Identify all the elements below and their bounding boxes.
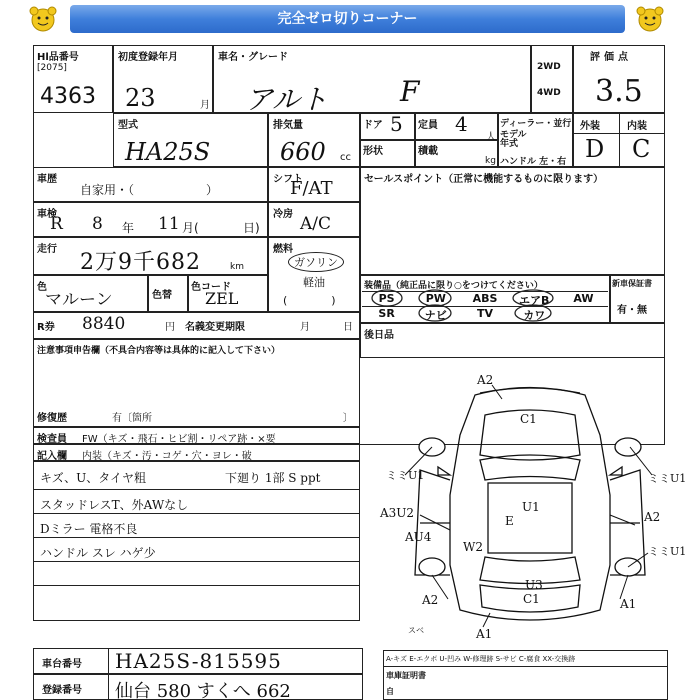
inspection-month: 11	[158, 214, 180, 234]
drive-cell	[531, 45, 573, 113]
entry-label: 記入欄	[37, 451, 67, 462]
mark-au4: AU4	[405, 530, 432, 544]
plate-label: 登録番号	[42, 685, 82, 696]
fuel-other: ( )	[283, 294, 336, 307]
mark-a2-bottom: A2	[422, 593, 439, 607]
plate-value: 仙台 580 すくへ 662	[115, 681, 291, 700]
mark-a3u2: A3U2	[380, 506, 415, 520]
usage-value: 自家用・（ ）	[80, 183, 219, 197]
sales-points-label: セールスポイント（正常に機能するものに限ります）	[364, 174, 604, 185]
inspection-era: R	[50, 214, 63, 234]
interior-grade: C	[632, 135, 651, 163]
recycle-label: R券	[37, 322, 55, 333]
mark-u1: U1	[522, 500, 540, 514]
load-label: 積載	[418, 146, 438, 157]
mascot-right-icon	[632, 6, 668, 34]
warranty-value: 有・無	[617, 305, 647, 316]
mark-mi-right2: ミミU1	[648, 545, 687, 558]
doors-value: 5	[390, 112, 403, 136]
shape-label: 形状	[363, 146, 383, 157]
interior-label: 内装	[627, 121, 647, 132]
inspection-year-unit: 年	[122, 221, 135, 235]
remark-2: 下廻り 1部 S ppt	[225, 471, 321, 485]
repair-value: 有〔箇所	[112, 413, 152, 424]
inspector-items: FW（キズ・飛石・ヒビ割・リペア跡・×要	[82, 434, 276, 445]
inspection-month-unit: 月(	[182, 221, 199, 235]
dealer-label: ディーラー・並行	[500, 119, 572, 129]
color-swap-label: 色替	[152, 290, 172, 301]
entry-items: 内装（キズ・汚・コゲ・穴・ヨレ・破	[82, 451, 252, 462]
displacement-unit: cc	[340, 152, 351, 163]
remark-5: ハンドル スレ ハゲ少	[40, 546, 156, 560]
meigi-month: 月	[300, 322, 310, 333]
inspector-label: 検査員	[37, 434, 67, 445]
seats-value: 4	[455, 112, 468, 136]
equip-abs: ABS	[472, 292, 498, 305]
remark-4: Dミラー 電格不良	[40, 522, 138, 536]
rating-value: 3.5	[595, 74, 643, 109]
seats-label: 定員	[418, 120, 438, 131]
car-name-value: アルト	[245, 83, 328, 116]
mark-a1-right: A1	[620, 597, 637, 611]
car-grade-value: F	[400, 75, 420, 108]
equip-sr: SR	[378, 307, 395, 320]
equipment-circles	[362, 289, 608, 323]
color-code-value: ZEL	[205, 289, 239, 308]
inspection-cell	[33, 202, 268, 237]
model-label: 型式	[118, 120, 138, 131]
mileage-unit: km	[230, 262, 244, 272]
lot-number: 4363	[40, 84, 96, 109]
equip-tv: TV	[476, 307, 494, 320]
equipment-label: 装備品（純正品に限り○をつけてください）	[364, 281, 543, 291]
mark-a1-bottom: A1	[476, 627, 493, 641]
equip-navi: ナビ	[424, 309, 447, 322]
mark-e: E	[505, 514, 514, 528]
aircon-value: A/C	[300, 214, 332, 234]
drive-4wd: 4WD	[537, 88, 561, 98]
color-value: マルーン	[45, 290, 113, 310]
doors-label: ドア	[363, 120, 383, 131]
drive-2wd: 2WD	[537, 62, 561, 72]
exterior-label: 外装	[580, 121, 600, 132]
mark-c1-bottom: C1	[523, 592, 540, 606]
inspection-label: 車検	[37, 209, 57, 220]
shift-value: F/AT	[290, 178, 333, 199]
mileage-value: 2万9千682	[80, 250, 201, 275]
rating-label: 評価点	[590, 52, 632, 63]
mark-mi-left: ミミU1	[386, 469, 425, 482]
first-reg-unit: 月	[200, 100, 210, 111]
aircon-label: 冷房	[273, 209, 293, 220]
mark-a2-right: A2	[644, 510, 661, 524]
warranty-label: 新車保証書	[612, 279, 652, 288]
first-reg-label: 初度登録年月	[118, 52, 178, 63]
seats-unit: 人	[486, 132, 496, 143]
repair-label: 修復歴	[37, 413, 67, 424]
repair-end: 〕	[343, 413, 353, 424]
legend-line2: 車庫証明書	[386, 671, 426, 680]
remark-3: スタッドレスT、外AWなし	[40, 498, 189, 512]
after-sale-label: 後日品	[364, 330, 394, 341]
mark-w2: W2	[463, 540, 483, 554]
equip-aw: AW	[573, 292, 594, 305]
usage-label: 車歴	[37, 174, 57, 185]
mark-c1-top: C1	[520, 412, 537, 426]
equip-kawa: カワ	[523, 309, 546, 322]
shift-label: シフト	[273, 174, 303, 185]
mark-a2-top: A2	[477, 373, 494, 387]
color-label: 色	[37, 282, 47, 293]
fuel-light-oil: 軽油	[303, 276, 325, 289]
recycle-unit: 円	[165, 322, 175, 333]
legend-line1: A-キズ E-エクボ U-凹み W-修理跡 S-サビ C-腐食 XX-交換跡	[386, 655, 576, 663]
model-year-label: モデル年式	[500, 130, 527, 149]
chassis-value: HA25S-815595	[115, 649, 282, 673]
mascot-left-icon	[25, 6, 61, 34]
mileage-label: 走行	[37, 244, 57, 255]
displacement-label: 排気量	[273, 120, 303, 131]
meigi-label: 名義変更期限	[185, 322, 245, 333]
model-value: HA25S	[125, 138, 211, 166]
lot-label: Hl品番号	[37, 52, 79, 63]
meigi-day: 日	[343, 322, 353, 333]
recycle-value: 8840	[82, 314, 126, 334]
notes-label: 注意事項申告欄（不具合内容等は具体的に記入して下さい）	[37, 346, 281, 356]
equip-ps: PS	[378, 292, 395, 305]
inspection-day-unit: 日)	[243, 221, 260, 235]
load-unit: kg	[485, 156, 496, 166]
car-name-label: 車名・グレード	[218, 52, 288, 63]
exterior-grade: D	[585, 135, 605, 163]
color-code-label: 色コード	[191, 282, 231, 293]
legend-line3: 自	[386, 687, 394, 696]
mark-suka: スベ	[408, 626, 424, 635]
lot-sub: [2075]	[37, 63, 67, 73]
fuel-label: 燃料	[273, 244, 293, 255]
equip-pw: PW	[425, 292, 446, 305]
remark-1: キズ、U、タイヤ粗	[40, 471, 146, 485]
mark-u3: U3	[525, 578, 543, 592]
banner-title: 完全ゼロ切りコーナー	[70, 5, 625, 33]
displacement-value: 660	[280, 138, 326, 166]
handle-label: ハンドル 左・右	[500, 157, 567, 167]
equip-airbag: エアB	[519, 294, 550, 307]
mark-mi-right: ミミU1	[648, 472, 687, 485]
fuel-gas: ガソリン	[288, 252, 344, 272]
inspection-year: 8	[92, 214, 103, 234]
first-reg-value: 23	[125, 84, 156, 112]
after-sale-cell	[360, 323, 665, 358]
chassis-label: 車台番号	[42, 659, 82, 670]
